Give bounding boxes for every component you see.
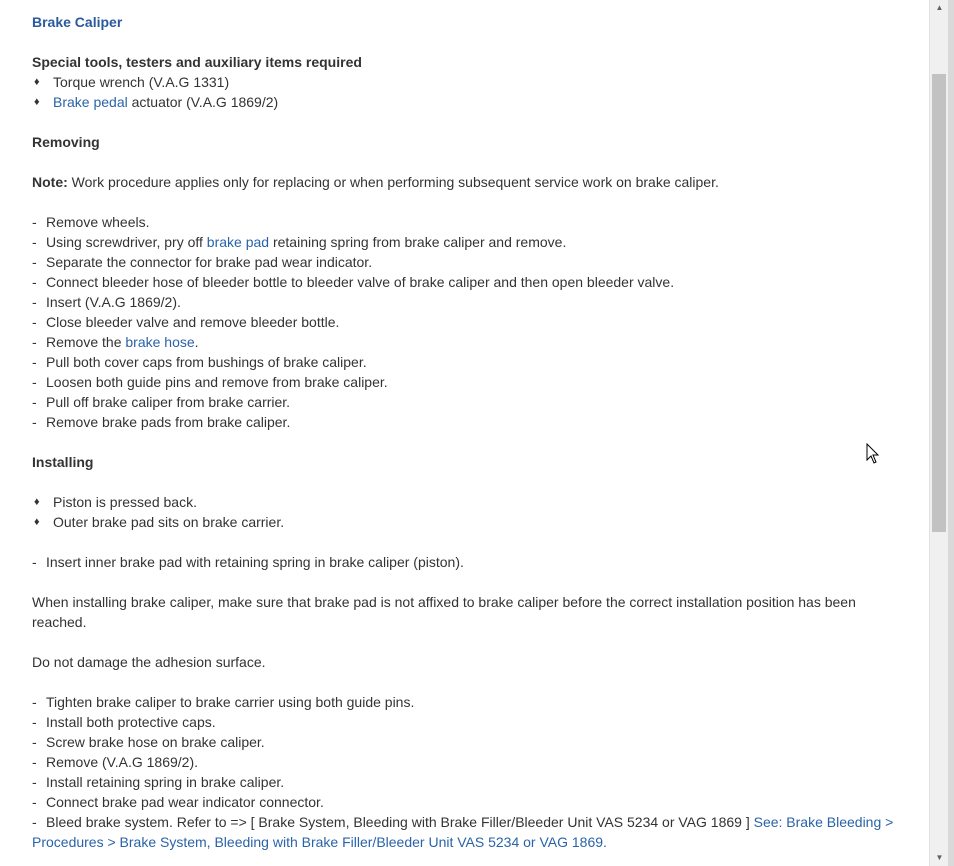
brake-pad-link[interactable]: brake pad <box>206 234 270 250</box>
installing-heading: Installing <box>32 454 94 470</box>
list-item: - Remove brake pads from brake caliper. <box>32 414 291 430</box>
diamond-bullet-icon: ♦ <box>34 516 40 528</box>
tools-heading: Special tools, testers and auxiliary items required <box>32 54 362 70</box>
list-item: ♦ Piston is pressed back. <box>34 494 197 510</box>
mouse-cursor-icon <box>866 443 880 465</box>
list-item: - Tighten brake caliper to brake carrier using both guide pins. <box>32 694 415 710</box>
document-content <box>32 12 907 852</box>
list-item: - Close bleeder valve and remove bleeder bottle. <box>32 314 340 330</box>
brake-pedal-link[interactable]: Brake pedal <box>53 94 128 110</box>
list-item: ♦ Brake pedal actuator (V.A.G 1869/2) <box>34 94 279 110</box>
list-item: - Separate the connector for brake pad wear indicator. <box>32 254 373 270</box>
window-edge <box>948 0 954 866</box>
page-title: Brake Caliper <box>32 14 123 30</box>
vertical-scrollbar[interactable] <box>929 0 949 866</box>
scroll-down-icon[interactable]: ▼ <box>935 853 944 862</box>
adhesion-warning: Do not damage the adhesion surface. <box>32 654 266 670</box>
diamond-bullet-icon: ♦ <box>34 96 40 108</box>
list-item: - Pull both cover caps from bushings of brake caliper. <box>32 354 367 370</box>
list-item: ♦ Torque wrench (V.A.G 1331) <box>34 74 230 90</box>
brake-bleeding-link[interactable]: See: Brake Bleeding > Procedures > Brake System, Bleeding with Brake Filler/Bleeder Unit VAS 5234 or VAG 1869. <box>32 814 894 850</box>
note: Note: Work procedure applies only for replacing or when performing subsequent service work on brake caliper. <box>32 174 719 190</box>
list-item: - Loosen both guide pins and remove from brake caliper. <box>32 374 388 390</box>
list-item: - Install both protective caps. <box>32 714 216 730</box>
removing-heading: Removing <box>32 134 100 150</box>
list-item: - Using screwdriver, pry off brake pad retaining spring from brake caliper and remove. <box>32 234 567 250</box>
list-item: - Connect brake pad wear indicator connector. <box>32 794 324 810</box>
note-label: Note: <box>32 174 68 190</box>
list-item: - Connect bleeder hose of bleeder bottle to bleeder valve of brake caliper and then open bleeder valve. <box>32 274 675 290</box>
scrollbar-thumb[interactable] <box>932 74 946 532</box>
list-item: - Remove wheels. <box>32 214 150 230</box>
list-item: - Remove (V.A.G 1869/2). <box>32 754 199 770</box>
list-item: - Screw brake hose on brake caliper. <box>32 734 265 750</box>
list-item: - Install retaining spring in brake caliper. <box>32 774 285 790</box>
scroll-up-icon[interactable]: ▲ <box>935 3 944 12</box>
diamond-bullet-icon: ♦ <box>34 76 40 88</box>
list-item: - Bleed brake system. Refer to => [ Brake System, Bleeding with Brake Filler/Bleeder Unit VAS 5234 or VAG 1869 ] See: Brake Bleeding > Procedures > Brake System, Bleeding with Brake Filler/Bleeder Unit VAS 5234 or VAG 1869. <box>32 814 894 850</box>
installation-warning: When installing brake caliper, make sure that brake pad is not affixed to brake caliper before the correct installation position has been reached. <box>32 594 856 630</box>
diamond-bullet-icon: ♦ <box>34 496 40 508</box>
list-item: ♦ Outer brake pad sits on brake carrier. <box>34 514 285 530</box>
list-item: - Insert inner brake pad with retaining spring in brake caliper (piston). <box>32 554 464 570</box>
brake-hose-link[interactable]: brake hose <box>125 334 195 350</box>
list-item: - Remove the brake hose. <box>32 334 199 350</box>
list-item: - Pull off brake caliper from brake carrier. <box>32 394 291 410</box>
list-item: - Insert (V.A.G 1869/2). <box>32 294 181 310</box>
